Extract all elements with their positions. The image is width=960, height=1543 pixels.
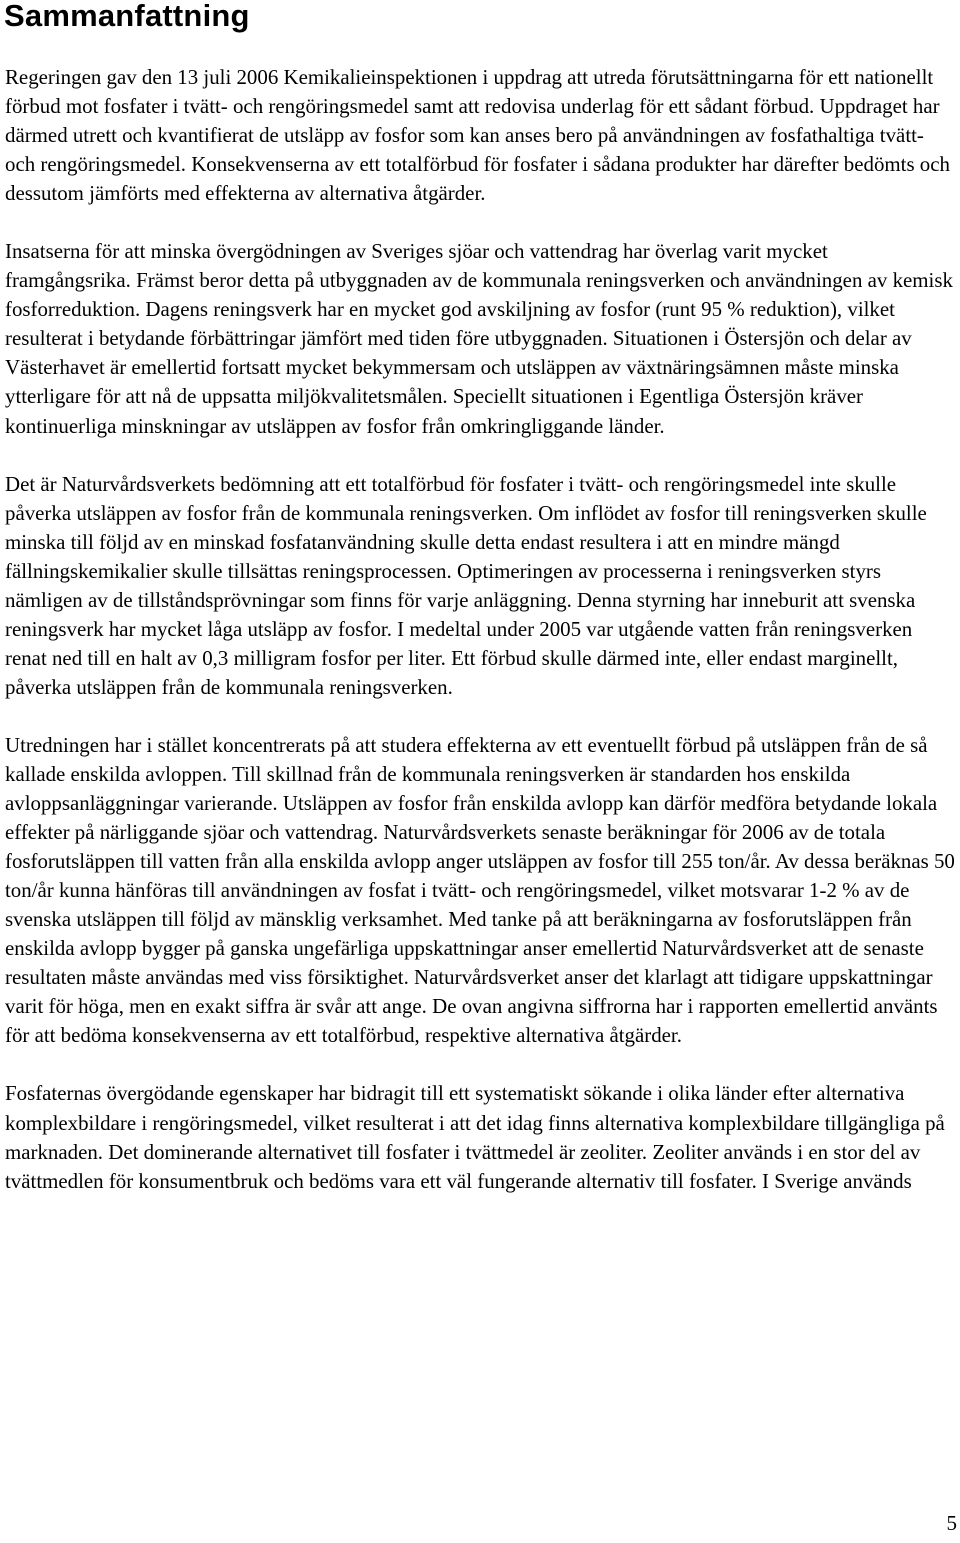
page-number: 5 bbox=[946, 1511, 957, 1535]
paragraph-assignment: Regeringen gav den 13 juli 2006 Kemikalieinspektionen i uppdrag att utreda förutsättningarna för ett nationellt förbud mot fosfater i tvätt- och rengöringsmedel samt att redovisa underlag för ett sådant förbud. Uppdraget har därmed utrett och kvantifierat de utsläpp av fosfor som kan anses bero på användningen av fosfathaltiga tvätt- och rengöringsmedel. Konsekvenserna av ett totalförbud för fosfater i sådana produkter har därefter bedömts och dessutom jämförts med effekterna av alternativa åtgärder. bbox=[5, 65, 950, 206]
summary-body bbox=[5, 63, 957, 1225]
page-title: Sammanfattning bbox=[4, 0, 250, 33]
paragraph-eutrophication: Insatserna för att minska övergödningen av Sveriges sjöar och vattendrag har överlag varit mycket framgångsrika. Främst beror detta på utbyggnaden av de kommunala reningsverken och användningen av kemisk fosforreduktion. Dagens reningsverk har en mycket god avskiljning av fosfor (runt 95 % reduktion), vilket resulterat i betydande förbättringar jämfört med tiden före utbyggnaden. Situationen i Östersjön och delar av Västerhavet är emellertid fortsatt mycket bekymmersam och utsläppen av växtnäringsämnen måste minska ytterligare för att nå de uppsatta miljökvalitetsmålen. Speciellt situationen i Egentliga Östersjön kräver kontinuerliga minskningar av utsläppen av fosfor från omkringliggande länder. bbox=[5, 239, 953, 438]
paragraph-treatment-plants: Det är Naturvårdsverkets bedömning att ett totalförbud för fosfater i tvätt- och rengöringsmedel inte skulle påverka utsläppen av fosfor från de kommunala reningsverken. Om inflödet av fosfor till reningsverken skulle minska till följd av en minskad fosfatanvändning skulle detta endast resultera i att en mindre mängd fällningskemikalier skulle tillsättas reningsprocessen. Optimeringen av processerna i reningsverken styrs nämligen av de tillståndsprövningar som finns för varje anläggning. Denna styrning har inneburit att svenska reningsverk har mycket låga utsläpp av fosfor. I medeltal under 2005 var utgående vatten från reningsverken renat ned till en halt av 0,3 milligram fosfor per liter. Ett förbud skulle därmed inte, eller endast marginellt, påverka utsläppen från de kommunala reningsverken. bbox=[5, 471, 927, 699]
paragraph-alternatives: Fosfaternas övergödande egenskaper har bidragit till ett systematiskt sökande i olika länder efter alternativa komplexbildare i rengöringsmedel, vilket resulterat i att det idag finns alternativa komplexbildare tillgängliga på marknaden. Det dominerande alternativet till fosfater i tvättmedel är zeoliter. Zeoliter används i en stor del av tvättmedlen för konsumentbruk och bedöms vara ett väl fungerande alternativ till fosfater. I Sverige används bbox=[5, 1081, 945, 1193]
paragraph-private-sewers: Utredningen har i stället koncentrerats på att studera effekterna av ett eventuellt förbud på utsläppen från de så kallade enskilda avloppen. Till skillnad från de kommunala reningsverken är standarden hos enskilda avloppsanläggningar varierande. Utsläppen av fosfor från enskilda avlopp kan därför medföra betydande lokala effekter på närliggande sjöar och vattendrag. Naturvårdsverkets senaste beräkningar för 2006 av de totala fosforutsläppen till vatten från alla enskilda avlopp anger utsläppen av fosfor till 255 ton/år. Av dessa beräknas 50 ton/år kunna hänföras till användningen av fosfat i tvätt- och rengöringsmedel, vilket motsvarar 1-2 % av de svenska utsläppen till följd av mänsklig verksamhet. Med tanke på att beräkningarna av fosforutsläppen från enskilda avlopp bygger på ganska ungefärliga uppskattningar anser emellertid Naturvårdsverket att de senaste resultaten måste användas med viss försiktighet. Naturvårdsverket anser det klarlagt att tidigare uppskattningar varit för höga, men en exakt siffra är svår att ange. De ovan angivna siffrorna har i rapporten emellertid använts för att bedöma konsekvenserna av ett totalförbud, respektive alternativa åtgärder. bbox=[5, 732, 955, 1048]
